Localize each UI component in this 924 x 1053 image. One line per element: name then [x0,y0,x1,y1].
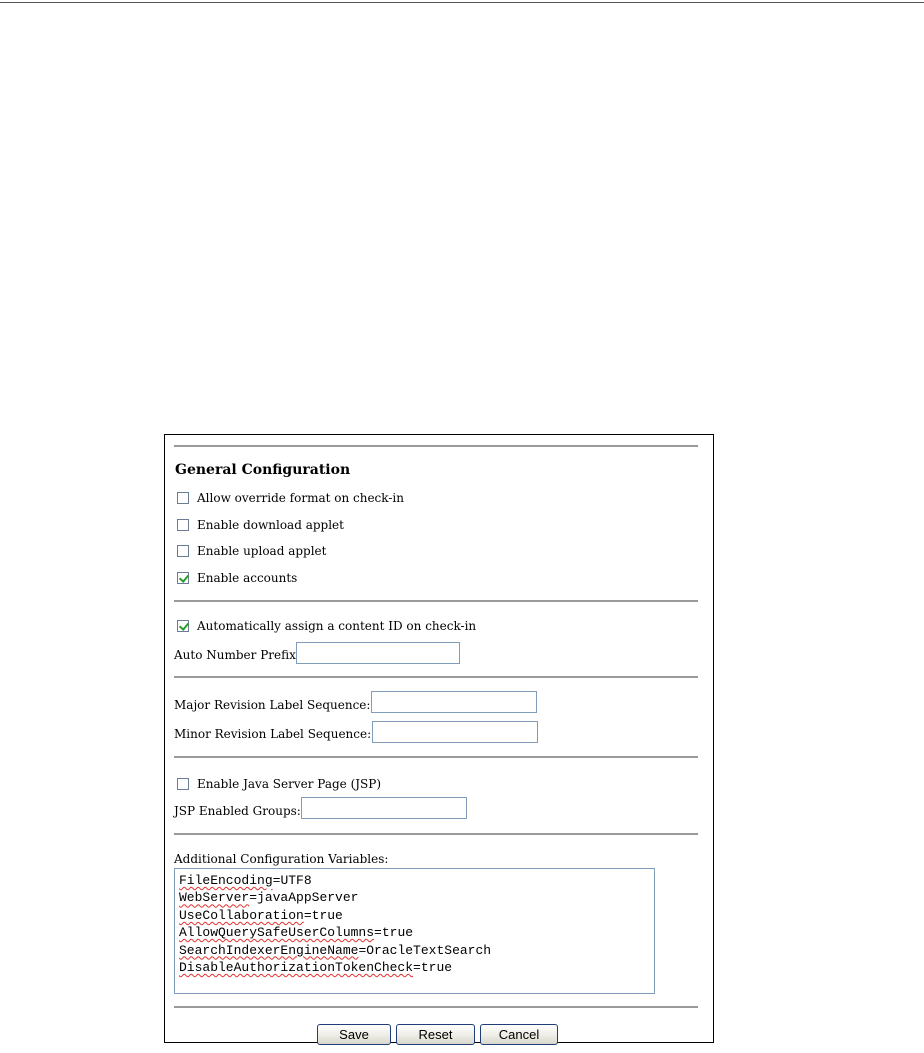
additional-vars-label: Additional Configuration Variables: [174,852,389,866]
save-button[interactable]: Save [317,1024,391,1045]
section-heading: General Configuration [175,462,351,478]
major-revision-label: Major Revision Label Sequence: [174,698,371,712]
enable-jsp-label: Enable Java Server Page (JSP) [197,777,382,791]
config-line: FileEncoding=UTF8 [179,873,312,888]
enable-download-applet-label: Enable download applet [197,518,344,532]
reset-button[interactable]: Reset [396,1024,475,1045]
major-revision-input[interactable] [371,691,537,713]
auto-assign-content-id-label: Automatically assign a content ID on check-in [197,619,477,633]
enable-accounts-label: Enable accounts [197,571,298,585]
auto-number-prefix-input[interactable] [296,642,460,664]
allow-override-format-label: Allow override format on check-in [197,491,404,505]
config-line: WebServer=javaAppServer [179,890,359,906]
option-enable-download-applet[interactable] [177,517,344,533]
page-top-rule [0,2,924,3]
enable-upload-applet-checkbox[interactable] [177,545,189,557]
general-configuration-panel [164,434,714,1043]
separator-4 [174,833,698,835]
separator-5 [174,1006,698,1008]
jsp-groups-label: JSP Enabled Groups: [174,804,301,818]
option-enable-jsp[interactable] [177,776,381,792]
option-auto-assign-content-id[interactable] [177,618,476,634]
minor-revision-input[interactable] [372,721,538,743]
option-enable-upload-applet[interactable] [177,543,326,559]
config-line: SearchIndexerEngineName=OracleTextSearch [179,942,492,958]
enable-download-applet-checkbox[interactable] [177,519,189,531]
enable-upload-applet-label: Enable upload applet [197,544,327,558]
config-line: AllowQuerySafeUserColumns=true [179,925,414,941]
separator-2 [174,676,698,678]
option-enable-accounts[interactable] [177,570,297,586]
jsp-groups-input[interactable] [301,797,467,819]
auto-number-prefix-label: Auto Number Prefix [174,648,296,662]
separator-1 [174,600,698,602]
enable-jsp-checkbox[interactable] [177,778,189,790]
minor-revision-label: Minor Revision Label Sequence: [174,727,372,741]
additional-vars-textarea[interactable] [174,868,655,994]
separator-top [174,445,698,447]
config-line: UseCollaboration=true [179,907,343,923]
enable-accounts-checkbox[interactable] [177,572,189,584]
allow-override-format-checkbox[interactable] [177,492,189,504]
config-line: DisableAuthorizationTokenCheck=true [179,960,453,976]
separator-3 [174,756,698,758]
auto-assign-content-id-checkbox[interactable] [177,620,189,632]
cancel-button[interactable]: Cancel [480,1024,558,1045]
option-allow-override-format[interactable] [177,490,404,506]
